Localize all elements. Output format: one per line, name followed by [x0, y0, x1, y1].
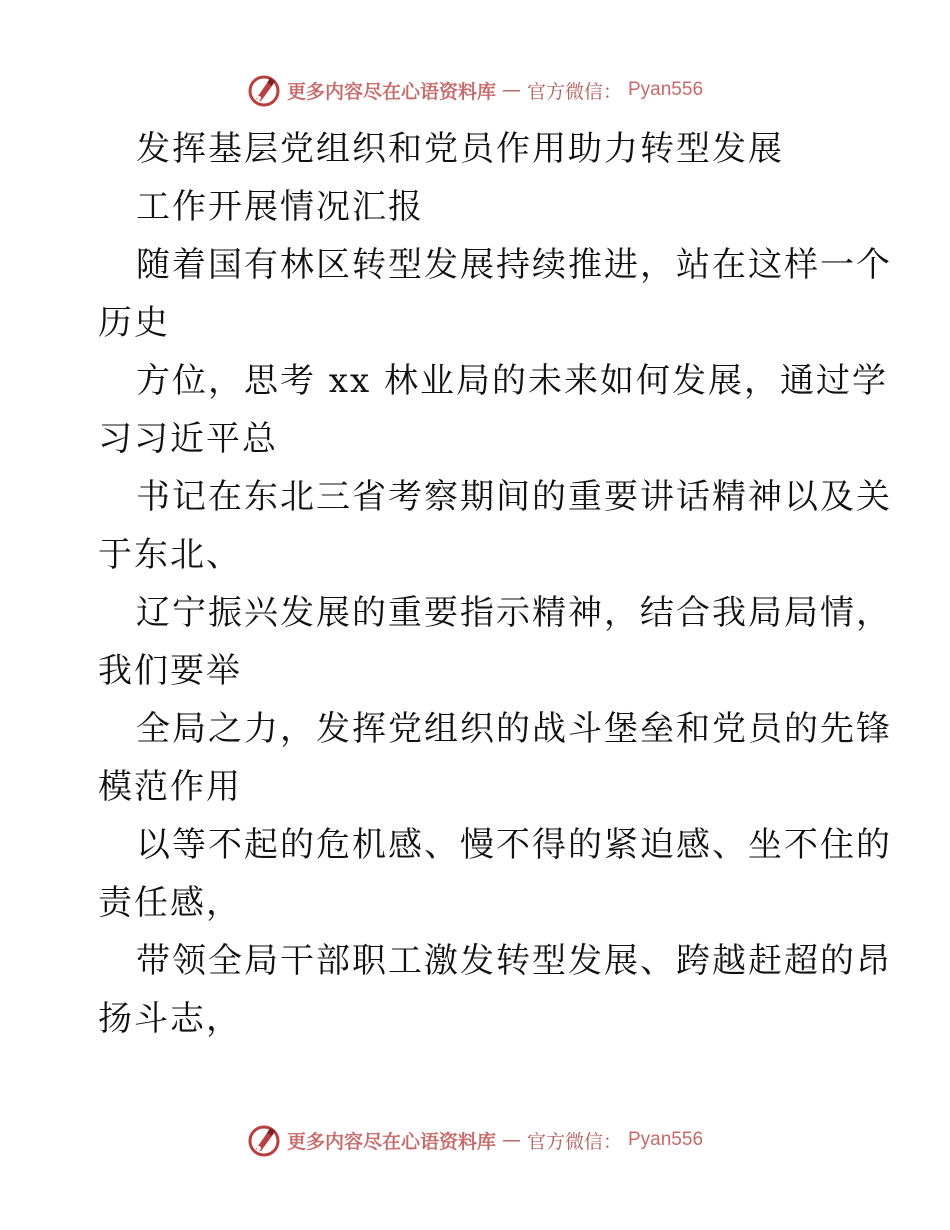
paragraph-line: 随着国有林区转型发展持续推进，站在这样一个: [136, 245, 892, 285]
banner-separator: —: [501, 1129, 521, 1151]
header-banner: [0, 72, 950, 108]
paragraph-line: 历史: [98, 303, 170, 343]
paragraph-line: 全局之力，发挥党组织的战斗堡垒和党员的先锋: [136, 709, 892, 749]
paragraph-line: 辽宁振兴发展的重要指示精神，结合我局局情，: [136, 593, 892, 633]
pen-logo-icon: [247, 1123, 281, 1157]
paragraph-line: 扬斗志，: [98, 999, 242, 1039]
paragraph-line: 责任感，: [98, 883, 242, 923]
paragraph-line: 方位，思考 xx 林业局的未来如何发展，通过学: [136, 361, 888, 401]
paragraph-line: 带领全局干部职工激发转型发展、跨越赶超的昂: [136, 941, 892, 981]
paragraph-line: 习习近平总: [98, 419, 278, 459]
banner-text: 更多内容尽在心语资料库: [286, 80, 496, 103]
paragraph-line: 我们要举: [98, 651, 242, 691]
paragraph-line: 模范作用: [98, 767, 242, 807]
banner-contact-label: 官方微信：: [526, 1130, 622, 1153]
banner-text: 更多内容尽在心语资料库: [286, 1130, 496, 1153]
banner-contact-label: 官方微信：: [526, 80, 622, 103]
document-body: [98, 120, 892, 1048]
document-title: 发挥基层党组织和党员作用助力转型发展: [136, 129, 784, 169]
paragraph-line: 书记在东北三省考察期间的重要讲话精神以及关: [136, 477, 892, 517]
document-subtitle: 工作开展情况汇报: [136, 187, 424, 227]
banner-contact-id: Pyan556: [628, 1129, 704, 1150]
pen-logo-icon: [247, 73, 281, 107]
banner-contact-id: Pyan556: [628, 79, 704, 100]
footer-banner: [0, 1122, 950, 1158]
paragraph-line: 以等不起的危机感、慢不得的紧迫感、坐不住的: [136, 825, 892, 865]
banner-separator: —: [501, 79, 521, 101]
paragraph-line: 于东北、: [98, 535, 242, 575]
